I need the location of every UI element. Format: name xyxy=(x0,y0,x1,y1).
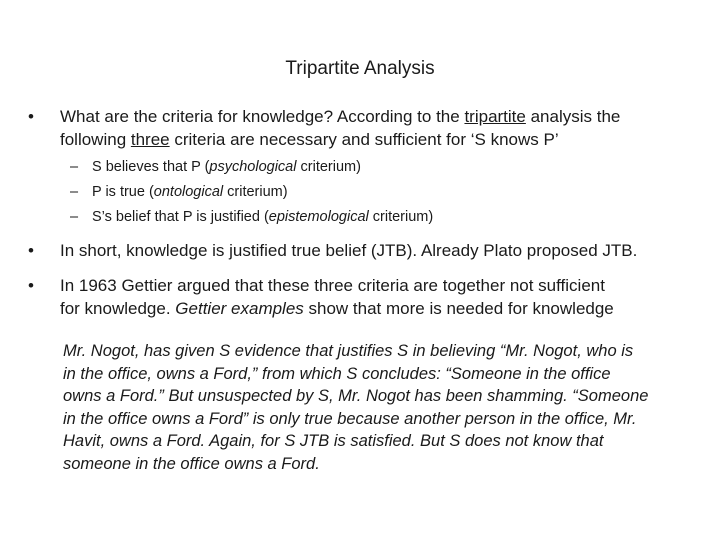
quote-line: someone in the office owns a Ford. xyxy=(63,454,320,473)
quote-line: in the office, owns a Ford,” from which S concludes: “Someone in the office xyxy=(63,364,611,383)
underlined-three: three xyxy=(130,130,170,149)
quote-line: owns a Ford.” But unsuspected by S, Mr. Nogot has been shamming. “Someone xyxy=(63,387,649,405)
gettier-examples-term: Gettier examples xyxy=(175,299,304,318)
bullet-icon: • xyxy=(28,107,34,126)
dash-icon: – xyxy=(70,209,79,225)
slide: Tripartite Analysis • What are the criteria for knowledge? According to the tripartite analysis the following three criteria are necessary and sufficient for ‘S knows P’ – S believes that P (psychological criterium) – P is true (ontological criterium) – S’s belief that P is justified (epistemological criterium) • In short, knowledge is justified true belief (JTB). Already Plato proposed JTB. • In 1963 Gettier argued that these three criteria are together not sufficient for knowledge. Gettier examples show that more is needed for knowledge Mr. Nogot, has given S evidence that justifies S in believing “Mr. Nogot, who is in the office, owns a Ford,” from which S concludes: “Someone in the office owns a Ford.” But unsuspected by S, Mr. Nogot has been shamming. “Someone in the office owns a Ford” is only true because another person in the office, Mr. Havit, owns a Ford. Again, for S JTB is satisfied. But S does not know that someone in the office owns a Ford. xyxy=(0,0,720,540)
quote-line: Havit, owns a Ford. Again, for S JTB is satisfied. But S does not know that xyxy=(63,432,604,450)
bullet-icon: • xyxy=(28,241,34,260)
quote-line: Mr. Nogot, has given S evidence that justifies S in believing “Mr. Nogot, who is xyxy=(63,342,634,360)
gettier-example-quote xyxy=(63,340,713,475)
bullet-jtb-text: In short, knowledge is justified true belief (JTB). Already Plato proposed JTB. xyxy=(60,241,638,260)
dash-icon: – xyxy=(70,184,79,200)
underlined-tripartite: tripartite xyxy=(464,107,526,126)
bullet-gettier-text: In 1963 Gettier argued that these three criteria are together not sufficient for knowledge. Gettier examples show that more is needed for knowledge xyxy=(60,276,614,318)
slide-title: Tripartite Analysis xyxy=(285,58,435,79)
quote-line: in the office owns a Ford” is only true because another person in the office, Mr. xyxy=(63,409,637,428)
bullet-icon: • xyxy=(28,276,34,295)
bullet-criteria-text: What are the criteria for knowledge? According to the tripartite analysis the following three criteria are necessary and sufficient for ‘S knows P’ xyxy=(60,107,621,149)
dash-icon: – xyxy=(70,159,79,175)
